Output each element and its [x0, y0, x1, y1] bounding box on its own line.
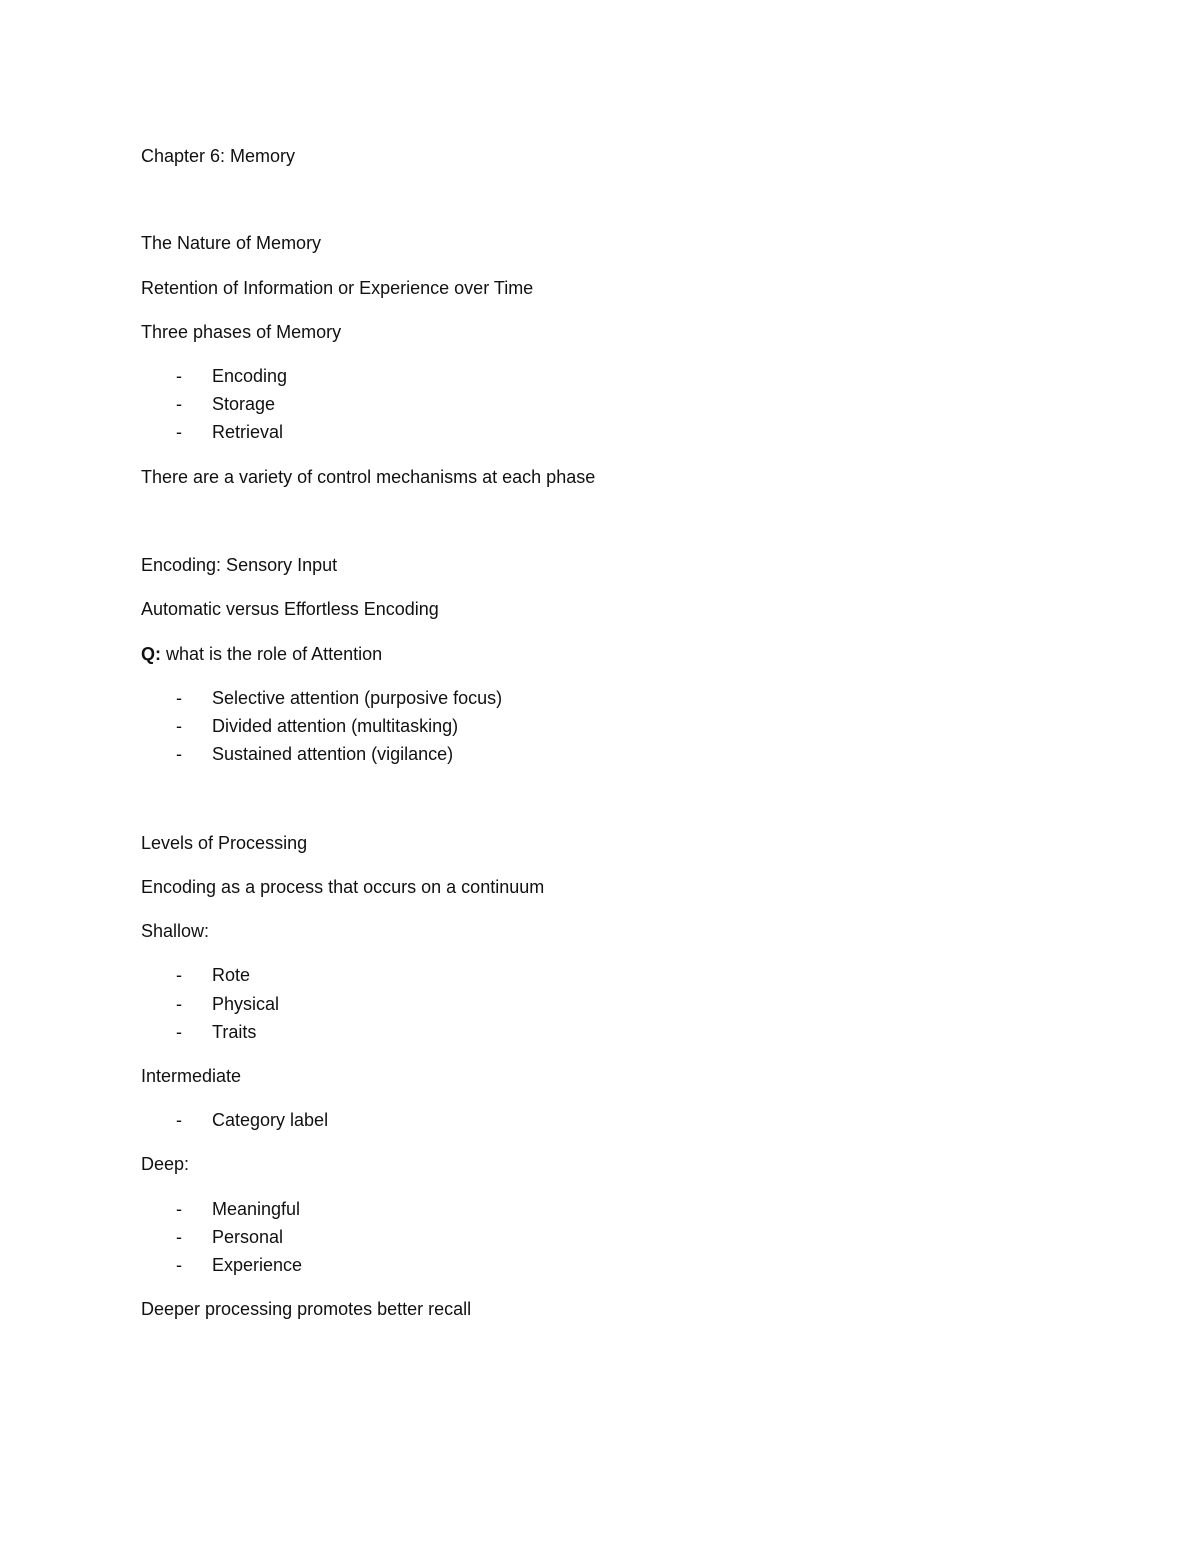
section-heading-levels-of-processing: Levels of Processing [141, 833, 308, 853]
list-item: Meaningful [212, 1199, 301, 1219]
bullet-marker: - [176, 965, 182, 985]
list-item: Traits [212, 1022, 257, 1042]
chapter-title: Chapter 6: Memory [141, 146, 296, 166]
list-item: Selective attention (purposive focus) [212, 688, 503, 708]
attention-question [141, 643, 382, 665]
list-item: Experience [212, 1255, 303, 1275]
deeper-processing-conclusion: Deeper processing promotes better recall [141, 1299, 472, 1319]
section-heading-nature-of-memory: The Nature of Memory [141, 233, 322, 253]
intermediate-label: Intermediate [141, 1066, 242, 1086]
bullet-marker: - [176, 1255, 182, 1275]
bullet-marker: - [176, 394, 182, 414]
list-item: Storage [212, 394, 276, 414]
deep-label: Deep: [141, 1154, 190, 1174]
bullet-marker: - [176, 744, 182, 764]
control-mechanisms-note: There are a variety of control mechanisms at each phase [141, 467, 596, 487]
list-item: Divided attention (multitasking) [212, 716, 459, 736]
list-item: Rote [212, 965, 251, 985]
bullet-marker: - [176, 1022, 182, 1042]
bullet-marker: - [176, 688, 182, 708]
phases-label: Three phases of Memory [141, 322, 342, 342]
list-item: Personal [212, 1227, 284, 1247]
encoding-subheading: Automatic versus Effortless Encoding [141, 599, 439, 619]
bullet-marker: - [176, 422, 182, 442]
section-heading-encoding: Encoding: Sensory Input [141, 555, 338, 575]
bullet-marker: - [176, 716, 182, 736]
processing-definition: Encoding as a process that occurs on a continuum [141, 877, 545, 897]
bullet-marker: - [176, 1110, 182, 1130]
bullet-marker: - [176, 994, 182, 1014]
memory-definition: Retention of Information or Experience over Time [141, 278, 534, 298]
list-item: Retrieval [212, 422, 284, 442]
list-item: Physical [212, 994, 280, 1014]
question-text: what is the role of Attention [161, 644, 383, 664]
list-item: Sustained attention (vigilance) [212, 744, 454, 764]
bullet-marker: - [176, 1227, 182, 1247]
bullet-marker: - [176, 366, 182, 386]
bullet-marker: - [176, 1199, 182, 1219]
list-item: Encoding [212, 366, 288, 386]
question-prefix: Q: [141, 644, 161, 664]
shallow-label: Shallow: [141, 921, 210, 941]
list-item: Category label [212, 1110, 329, 1130]
